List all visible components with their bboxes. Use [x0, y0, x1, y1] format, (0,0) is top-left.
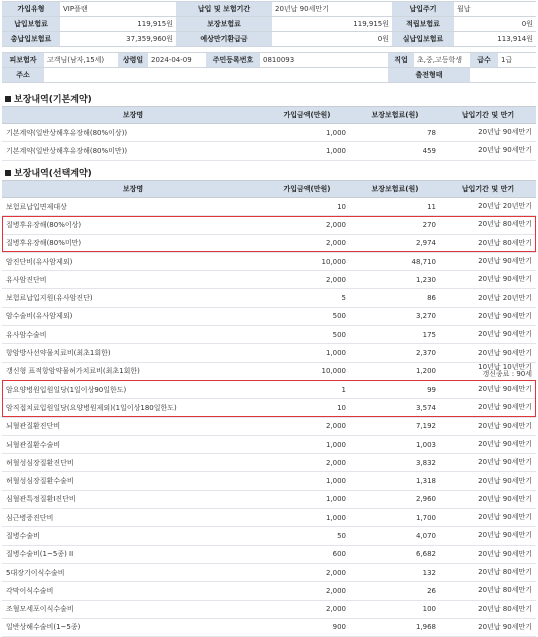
premium-cell: 1,318: [350, 472, 440, 490]
basic-header-row: [2, 107, 536, 124]
amount-cell: 1,000: [264, 509, 350, 527]
coverage-name-cell: 심근병증진단비: [2, 509, 264, 527]
coverage-name-cell: 질병수술비(1~5종) II: [2, 545, 264, 563]
period-cell: 20년납 90세만기: [440, 326, 536, 344]
period-cell: 20년납 90세만기: [440, 454, 536, 472]
summary-table: [2, 1, 536, 47]
table-row: [2, 454, 536, 472]
premium-cell: 26: [350, 582, 440, 600]
premium-cell: 3,574: [350, 399, 440, 417]
insured-table: [2, 52, 536, 83]
coverage-name-cell: 보험료납입면제대상: [2, 198, 264, 216]
summary-row: [2, 2, 536, 17]
premium-cell: 7,192: [350, 417, 440, 435]
coverage-name-cell: 뇌혈관질환진단비: [2, 417, 264, 435]
coverage-name-cell: 유사암수술비: [2, 326, 264, 344]
period-cell: 20년납 80세만기: [440, 234, 536, 252]
coverage-name-cell: 허혈성심장질환수술비: [2, 472, 264, 490]
period-cell: 20년납 90세만기: [440, 252, 536, 270]
premium-cell: 1,230: [350, 271, 440, 289]
basic-section-title: 보장내역(기본계약): [5, 92, 92, 105]
table-row: [2, 509, 536, 527]
summary-row: [2, 32, 536, 47]
premium-cell: 11: [350, 198, 440, 216]
period-cell: 20년납 90세만기: [440, 344, 536, 362]
amount-cell: 2,000: [264, 234, 350, 252]
header-premium: 보장보험료(원): [350, 181, 440, 198]
table-row: [2, 252, 536, 270]
coverage-name-cell: 5대장기이식수술비: [2, 563, 264, 581]
premium-cell: 48,710: [350, 252, 440, 270]
cycle-value: 월납: [454, 2, 536, 17]
premium-cell: 459: [350, 142, 440, 160]
period-cell: 20년납 90세만기: [440, 435, 536, 453]
table-row: [2, 399, 536, 417]
premium-cell: 86: [350, 289, 440, 307]
amount-cell: 2,000: [264, 271, 350, 289]
amount-cell: 50: [264, 527, 350, 545]
amount-cell: 1: [264, 380, 350, 398]
amount-cell: 2,000: [264, 600, 350, 618]
premium-cell: 6,682: [350, 545, 440, 563]
amount-cell: 500: [264, 326, 350, 344]
table-row: [2, 142, 536, 160]
premium-cell: 2,960: [350, 490, 440, 508]
label-grade: 급수: [470, 53, 498, 68]
table-row: [2, 618, 536, 636]
period-cell: 20년납 90세만기: [440, 545, 536, 563]
amount-cell: 10: [264, 198, 350, 216]
amount-cell: 2,000: [264, 454, 350, 472]
table-row: [2, 362, 536, 380]
table-row: [2, 490, 536, 508]
amount-cell: 1,000: [264, 344, 350, 362]
pay-type-value: [470, 68, 536, 83]
label-premium: 납입보험료: [2, 17, 60, 32]
square-bullet-icon: [5, 96, 11, 102]
table-row: [2, 271, 536, 289]
period-cell: 20년납 90세만기: [440, 271, 536, 289]
premium-cell: 78: [350, 124, 440, 142]
label-term: 납입 및 보험기간: [176, 2, 272, 17]
table-row: [2, 582, 536, 600]
coverage-name-cell: 조혈모세포이식수술비: [2, 600, 264, 618]
table-row: [2, 380, 536, 398]
premium-cell: 2,974: [350, 234, 440, 252]
header-period: 납입기간 및 만기: [440, 181, 536, 198]
premium-cell: 1,700: [350, 509, 440, 527]
coverage-name-cell: 심혈관특정질환Ⅰ진단비: [2, 490, 264, 508]
table-row: [2, 344, 536, 362]
coverage-name-cell: 암진단비(유사암제외): [2, 252, 264, 270]
period-cell: 20년납 90세만기: [440, 124, 536, 142]
period-cell: 20년납 90세만기: [440, 142, 536, 160]
coverage-name-cell: 일반상해수술비(1~5종): [2, 618, 264, 636]
premium-cell: 3,270: [350, 307, 440, 325]
table-row: [2, 289, 536, 307]
period-cell: 20년납 90세만기: [440, 490, 536, 508]
amount-cell: 2,000: [264, 582, 350, 600]
period-cell: 20년납 80세만기: [440, 600, 536, 618]
coverage-name-cell: 각막이식수술비: [2, 582, 264, 600]
premium-cell: 132: [350, 563, 440, 581]
premium-cell: 2,370: [350, 344, 440, 362]
header-coverage-name: 보장명: [2, 107, 264, 124]
table-row: [2, 545, 536, 563]
table-row: [2, 124, 536, 142]
optional-coverage-table: [2, 180, 536, 637]
amount-cell: 10: [264, 399, 350, 417]
amount-cell: 1,000: [264, 142, 350, 160]
amount-cell: 1,000: [264, 490, 350, 508]
period-cell: 20년납 90세만기: [440, 618, 536, 636]
header-amount: 가입금액(만원): [264, 181, 350, 198]
coverage-name-cell: 갱신형 표적항암약물허가치료비(최초1회한): [2, 362, 264, 380]
coverage-name-cell: 질병후유장해(80%미만): [2, 234, 264, 252]
job-value: 초,중,고등학생: [414, 53, 470, 68]
amount-cell: 10,000: [264, 362, 350, 380]
basic-coverage-table: [2, 106, 536, 161]
table-row: [2, 563, 536, 581]
period-cell: 20년납 80세만기: [440, 582, 536, 600]
period-cell: 20년납 90세만기: [440, 509, 536, 527]
label-cycle: 납입주기: [392, 2, 454, 17]
term-value: 20년납 90세만기: [272, 2, 392, 17]
saving-value: 0원: [454, 17, 536, 32]
premium-cell: 270: [350, 216, 440, 234]
amount-cell: 10,000: [264, 252, 350, 270]
premium-cell: 1,968: [350, 618, 440, 636]
coverage-name-cell: 암요양병원입원일당(1일이상90일한도): [2, 380, 264, 398]
coverage-name-cell: 뇌혈관질환수술비: [2, 435, 264, 453]
header-amount: 가입금액(만원): [264, 107, 350, 124]
label-actual: 실납입보험료: [392, 32, 454, 47]
optional-section-title: 보장내역(선택계약): [5, 166, 92, 179]
label-plan-type: 가입유형: [2, 2, 60, 17]
coverage-name-cell: 암수술비(유사암제외): [2, 307, 264, 325]
table-row: [2, 417, 536, 435]
period-cell: 20년납 20년만기: [440, 289, 536, 307]
age-date-value: 2024-04-09: [148, 53, 206, 68]
label-pay-type: 출전형태: [388, 68, 470, 83]
insured-value: 고객님(남자,15세): [44, 53, 118, 68]
premium-cell: 100: [350, 600, 440, 618]
square-bullet-icon: [5, 170, 11, 176]
table-row: [2, 216, 536, 234]
amount-cell: 1,000: [264, 472, 350, 490]
insured-row: [2, 68, 536, 83]
period-cell: 20년납 90세만기: [440, 380, 536, 398]
premium-cell: 1,200: [350, 362, 440, 380]
premium-cell: 1,003: [350, 435, 440, 453]
amount-cell: 2,000: [264, 417, 350, 435]
table-row: [2, 472, 536, 490]
premium-value: 119,915원: [60, 17, 176, 32]
optional-header-row: [2, 181, 536, 198]
amount-cell: 600: [264, 545, 350, 563]
coverage-name-cell: 허혈성심장질환진단비: [2, 454, 264, 472]
table-row: [2, 234, 536, 252]
amount-cell: 2,000: [264, 216, 350, 234]
address-value: [44, 68, 388, 83]
label-insured: 피보험자: [2, 53, 44, 68]
label-address: 주소: [2, 68, 44, 83]
total-value: 37,359,960원: [60, 32, 176, 47]
premium-cell: 4,070: [350, 527, 440, 545]
grade-value: 1급: [498, 53, 536, 68]
label-guaranteed: 보장보험료: [176, 17, 272, 32]
plan-type-value: VIP플랜: [60, 2, 176, 17]
id-value: 0810093: [260, 53, 388, 68]
coverage-name-cell: 유사암진단비: [2, 271, 264, 289]
coverage-name-cell: 질병후유장해(80%이상): [2, 216, 264, 234]
header-coverage-name: 보장명: [2, 181, 264, 198]
premium-cell: 175: [350, 326, 440, 344]
header-period: 납입기간 및 만기: [440, 107, 536, 124]
amount-cell: 900: [264, 618, 350, 636]
period-line: 10년납 10년만기: [478, 363, 532, 372]
period-cell: 20년납 80세만기: [440, 216, 536, 234]
period-cell: 20년납 90세만기: [440, 417, 536, 435]
table-row: [2, 326, 536, 344]
coverage-name-cell: 암직접치료입원일당(요양병원제외)(1일이상180일한도): [2, 399, 264, 417]
period-cell: 20년납 90세만기: [440, 472, 536, 490]
period-cell: 20년납 90세만기: [440, 527, 536, 545]
refund-value: 0원: [272, 32, 392, 47]
amount-cell: 2,000: [264, 563, 350, 581]
guaranteed-value: 119,915원: [272, 17, 392, 32]
label-saving: 적립보험료: [392, 17, 454, 32]
coverage-name-cell: 보험료납입지원(유사암진단): [2, 289, 264, 307]
period-cell: [440, 362, 536, 380]
period-cell: 20년납 80세만기: [440, 563, 536, 581]
amount-cell: 1,000: [264, 435, 350, 453]
amount-cell: 1,000: [264, 124, 350, 142]
header-premium: 보장보험료(원): [350, 107, 440, 124]
label-job: 직업: [388, 53, 414, 68]
label-id: 주민등록번호: [206, 53, 260, 68]
actual-value: 113,914원: [454, 32, 536, 47]
summary-row: [2, 17, 536, 32]
label-total: 총납입보험료: [2, 32, 60, 47]
period-renewal-line: 갱신종료 : 90세: [482, 370, 532, 379]
coverage-name-cell: 항암방사선약물치료비(최초1회한): [2, 344, 264, 362]
amount-cell: 5: [264, 289, 350, 307]
period-cell: 20년납 20년만기: [440, 198, 536, 216]
period-cell: 20년납 90세만기: [440, 399, 536, 417]
table-row: [2, 307, 536, 325]
insured-row: [2, 53, 536, 68]
table-row: [2, 527, 536, 545]
coverage-name-cell: 기본계약(일반상해후유장해(80%미만)): [2, 142, 264, 160]
table-row: [2, 198, 536, 216]
label-age-date: 상령일: [118, 53, 148, 68]
period-cell: 20년납 90세만기: [440, 307, 536, 325]
table-row: [2, 435, 536, 453]
coverage-name-cell: 기본계약(일반상해후유장해(80%이상)): [2, 124, 264, 142]
amount-cell: 500: [264, 307, 350, 325]
premium-cell: 3,832: [350, 454, 440, 472]
premium-cell: 99: [350, 380, 440, 398]
coverage-name-cell: 질병수술비: [2, 527, 264, 545]
label-refund: 예상만기환급금: [176, 32, 272, 47]
